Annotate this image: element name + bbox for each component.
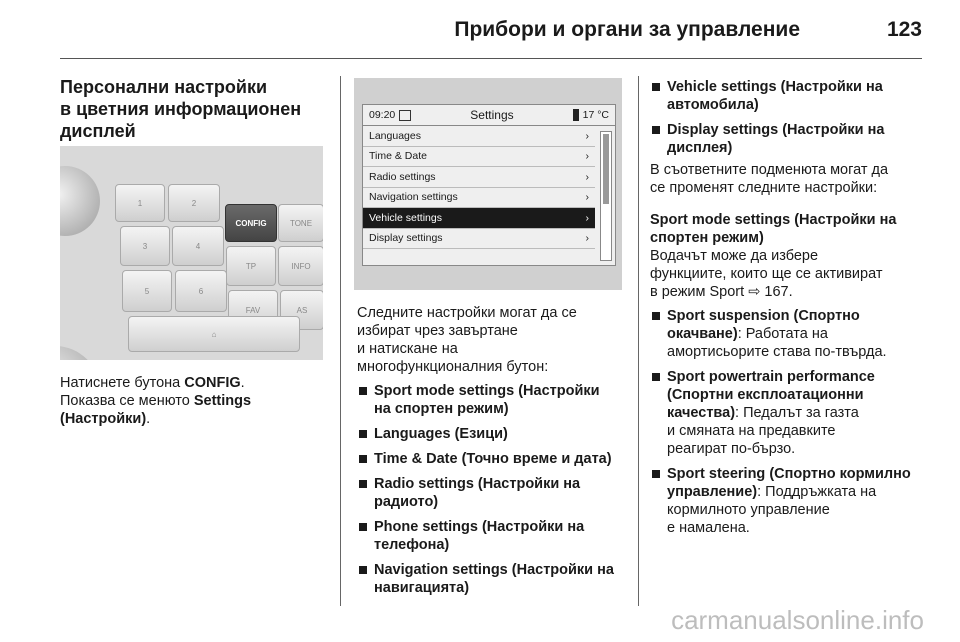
settings-screen-photo: [354, 78, 622, 290]
list-item-text: : Педалът за газта: [735, 405, 859, 421]
section-title: [60, 76, 325, 142]
middle-column: [357, 304, 632, 604]
list-item-text: кормилното управление: [667, 502, 830, 518]
list-item-line: Sport mode settings (Настройки: [374, 383, 600, 399]
menu-item-time-date: [363, 147, 595, 168]
column-divider-1: [340, 76, 341, 606]
volume-knob: [60, 166, 100, 236]
info-button: INFO: [278, 246, 323, 286]
temperature-icon: [573, 109, 579, 121]
list-item: [650, 121, 925, 157]
left-caption: [60, 374, 325, 428]
settings-list-continued: [650, 78, 925, 157]
section-title-line: в цветния информационен: [60, 99, 302, 119]
section-title-line: Персонални настройки: [60, 77, 268, 97]
list-item-bold: окачване): [667, 326, 738, 342]
menu-item-label: Radio settings: [369, 170, 436, 183]
menu-item-label: Navigation settings: [369, 191, 458, 204]
caption-bold: Settings: [193, 393, 252, 409]
page-reference-icon: ⇨: [748, 284, 765, 300]
paragraph-line: функциите, които ще се активират: [650, 266, 883, 282]
intro-line: многофункционалния бутон:: [357, 359, 549, 375]
menu-item-radio: [363, 167, 595, 188]
sport-options-list: [650, 307, 925, 537]
watermark: carmanualsonline.info: [671, 605, 924, 635]
intro-line: избират чрез завъртане: [357, 323, 518, 339]
list-item-text: реагират по-бързо.: [667, 441, 796, 457]
menu-item-navigation: [363, 188, 595, 209]
list-item-line: дисплея): [667, 140, 733, 156]
chevron-right-icon: ›: [585, 211, 589, 224]
header-title: Прибори и органи за управление: [454, 18, 800, 41]
list-item-line: Radio settings (Настройки на: [374, 476, 581, 492]
control-panel-photo: [60, 146, 323, 360]
caption-text: Натиснете бутона: [60, 375, 185, 391]
screen-time: 09:20: [369, 109, 396, 121]
screen-scrollbar: [600, 131, 612, 261]
list-item-line: Vehicle settings (Настройки на: [667, 79, 883, 95]
preset-button-4: 4: [172, 226, 224, 266]
list-item-line: Languages (Езици): [374, 426, 508, 442]
clock-icon: [399, 110, 411, 121]
chevron-right-icon: ›: [585, 232, 589, 245]
preset-button-6: 6: [175, 270, 227, 312]
paragraph-line: в режим Sport: [650, 284, 749, 300]
caption-bold: (Настройки): [60, 411, 147, 427]
list-item-text: : Поддръжката на: [757, 484, 877, 500]
caption-text: .: [146, 411, 151, 427]
list-item-line: телефона): [374, 537, 450, 553]
sport-mode-paragraph: [650, 247, 925, 301]
list-item-line: Navigation settings (Настройки на: [374, 562, 614, 578]
list-item-line: Time & Date (Точно време и дата): [374, 451, 612, 467]
list-item-line: на спортен режим): [374, 401, 509, 417]
submenu-paragraph: [650, 161, 925, 197]
scrollbar-thumb: [603, 134, 609, 204]
list-item: [357, 450, 632, 468]
list-item-bold: Sport suspension (Спортно: [667, 308, 860, 324]
chevron-right-icon: ›: [585, 129, 589, 142]
list-item: [357, 475, 632, 511]
header-rule: [60, 58, 922, 59]
page-reference: 167.: [764, 284, 793, 300]
sport-mode-title: [650, 211, 925, 247]
list-item-bold: Sport powertrain performance: [667, 369, 875, 385]
fav-button: FAV: [228, 290, 278, 330]
caption-text: .: [240, 375, 245, 391]
intro-paragraph: [357, 304, 632, 376]
list-item-text: : Работата на: [737, 326, 828, 342]
list-item-text: амортисьорите става по-твърда.: [667, 344, 887, 360]
screen-title: Settings: [470, 108, 514, 122]
screen-status-bar: [363, 105, 615, 126]
preset-button-5: 5: [122, 270, 172, 312]
list-item-bold: (Спортни експлоатационни: [667, 387, 864, 403]
menu-item-display: [363, 229, 595, 250]
menu-item-label: Languages: [369, 129, 421, 142]
preset-button-3: 3: [120, 226, 170, 266]
column-divider-2: [638, 76, 639, 606]
list-item-text: е намалена.: [667, 520, 750, 536]
intro-line: и натискане на: [357, 341, 458, 357]
page-number: 123: [886, 18, 922, 41]
list-item: [650, 368, 925, 458]
paragraph-line: В съответните подменюта могат да: [650, 162, 889, 178]
list-item-line: Display settings (Настройки на: [667, 122, 885, 138]
preset-button-1: 1: [115, 184, 165, 222]
settings-menu: [363, 126, 595, 249]
list-item: [650, 307, 925, 361]
list-item-bold: Sport steering (Спортно кормилно: [667, 466, 911, 482]
sub-title-line: спортен режим): [650, 230, 764, 246]
section-title-line: дисплей: [60, 121, 136, 141]
menu-item-languages: [363, 126, 595, 147]
settings-list: [357, 382, 632, 597]
list-item-line: автомобила): [667, 97, 759, 113]
list-item: [357, 561, 632, 597]
list-item-line: навигацията): [374, 580, 470, 596]
list-item-bold: качества): [667, 405, 736, 421]
list-item: [357, 382, 632, 418]
caption-bold: CONFIG: [184, 375, 241, 391]
tp-button: TP: [226, 246, 276, 286]
right-column: [650, 78, 925, 544]
screen-temperature: 17 °C: [582, 109, 609, 121]
chevron-right-icon: ›: [585, 191, 589, 204]
list-item: [357, 518, 632, 554]
home-button: ⌂: [128, 316, 300, 352]
preset-button-2: 2: [168, 184, 220, 222]
caption-text: Показва се менюто: [60, 393, 194, 409]
list-item: [650, 78, 925, 114]
sub-title-line: Sport mode settings (Настройки на: [650, 212, 897, 228]
menu-knob: [60, 346, 100, 360]
left-column: [60, 76, 325, 142]
list-item: [650, 465, 925, 537]
as-button: AS: [280, 290, 323, 330]
menu-item-vehicle-selected: [363, 208, 595, 229]
menu-item-label: Time & Date: [369, 150, 427, 163]
config-button: CONFIG: [225, 204, 277, 242]
settings-screen: [362, 104, 616, 266]
list-item-line: Phone settings (Настройки на: [374, 519, 585, 535]
list-item-text: и смяната на предавките: [667, 423, 836, 439]
paragraph-line: Водачът може да избере: [650, 248, 819, 264]
menu-item-label: Vehicle settings: [369, 211, 442, 224]
intro-line: Следните настройки могат да се: [357, 305, 577, 321]
chevron-right-icon: ›: [585, 170, 589, 183]
menu-item-label: Display settings: [369, 232, 443, 245]
chevron-right-icon: ›: [585, 150, 589, 163]
paragraph-line: се променят следните настройки:: [650, 180, 878, 196]
list-item-line: радиото): [374, 494, 439, 510]
list-item: [357, 425, 632, 443]
tone-button: TONE: [278, 204, 323, 242]
list-item-bold: управление): [667, 484, 758, 500]
